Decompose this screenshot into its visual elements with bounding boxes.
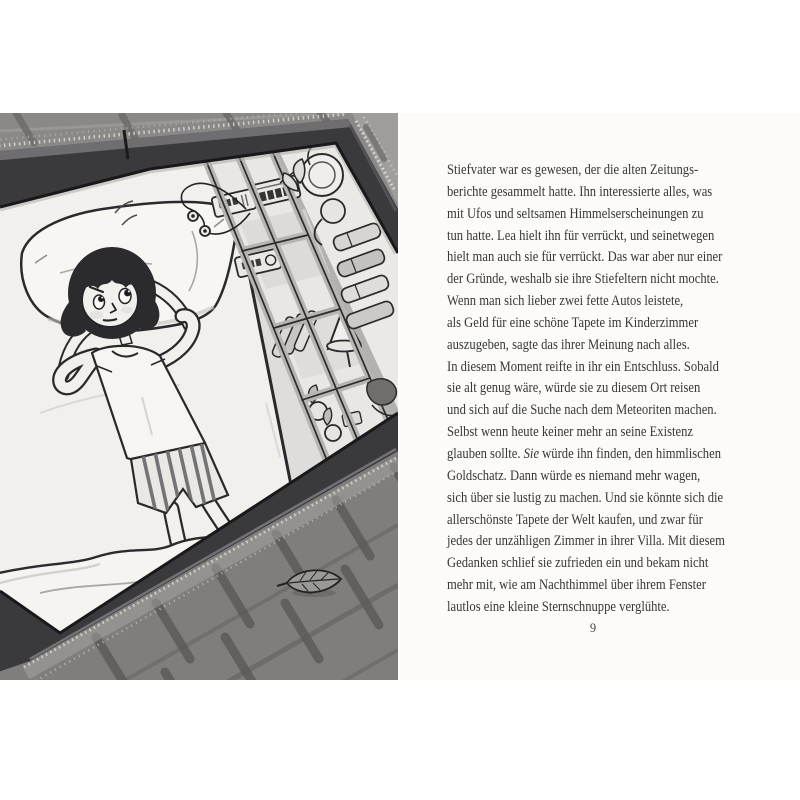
text-segment: der Gründe, weshalb sie ihre Stiefeltern nicht mochte. [447, 271, 719, 288]
text-segment: sich über sie lustig zu machen. Und sie könnte sich die [447, 489, 724, 506]
text-segment: allerschönste Tapete der Welt kaufen, und zwar für [447, 511, 703, 528]
text-segment: Selbst wenn heute keiner mehr an seine Existenz [447, 424, 693, 441]
text-line [447, 204, 751, 226]
text-segment: hielt man auch sie für verrückt. Das war aber nur einer [447, 249, 723, 266]
text-line [447, 247, 751, 269]
text-line [447, 553, 751, 575]
text-segment: mehr mit, wie am Nachthimmel über ihrem Fenster [447, 577, 706, 594]
page-number: 9 [589, 621, 597, 635]
text-line [447, 575, 751, 597]
text-line [447, 597, 751, 619]
text-line [447, 357, 751, 379]
text-segment: lautlos eine kleine Sternschnuppe verglühte. [447, 598, 670, 615]
text-segment: tun hatte. Lea hielt ihn für verrückt, und seinetwegen [447, 227, 715, 244]
text-segment: als Geld für eine schöne Tapete im Kinderzimmer [447, 314, 699, 331]
text-segment: und sich auf die Suche nach dem Meteoriten machen. [447, 402, 717, 419]
story-text [447, 160, 751, 619]
bedroom-skylight-illustration [0, 113, 398, 680]
text-segment: In diesem Moment reifte in ihr ein Entschluss. Sobald [447, 358, 719, 375]
text-line [447, 182, 751, 204]
text-segment: auszugeben, sagte das ihrer Meinung nach alles. [447, 336, 690, 353]
text-line [447, 226, 751, 248]
text-line [447, 378, 751, 400]
text-segment-italic: Sie [523, 445, 540, 462]
text-segment: sie alt genug wäre, würde sie zu diesem Ort reisen [447, 380, 701, 397]
text-line [447, 531, 751, 553]
text-segment: mit Ufos und seltsamen Himmelserscheinungen zu [447, 205, 704, 222]
illustration-page [0, 113, 398, 680]
text-line [447, 291, 751, 313]
text-segment: berichte gesammelt hatte. Ihn interessierte alles, was [447, 183, 713, 200]
text-line [447, 313, 751, 335]
text-line [447, 510, 751, 532]
text-line [447, 488, 751, 510]
text-segment: Goldschatz. Dann würde es niemand mehr wagen, [447, 467, 701, 484]
text-segment: Stiefvater war es gewesen, der die alten Zeitungs- [447, 162, 699, 178]
text-line [447, 400, 751, 422]
text-line [447, 466, 751, 488]
text-page [400, 113, 800, 680]
text-segment: glauben sollte. [447, 445, 524, 462]
text-line [447, 335, 751, 357]
text-line [447, 444, 751, 466]
text-segment: Wenn man sich lieber zwei fette Autos leistete, [447, 293, 684, 310]
text-segment: würde ihn finden, den himmlischen [539, 445, 721, 462]
text-line [447, 422, 751, 444]
text-segment: jedes der unzähligen Zimmer in ihrer Villa. Mit diesem [447, 533, 725, 550]
chin-mole [99, 325, 102, 328]
text-line [447, 160, 751, 182]
text-line [447, 269, 751, 291]
text-segment: Gedanken schlief sie zufrieden ein und bekam nicht [447, 555, 709, 572]
